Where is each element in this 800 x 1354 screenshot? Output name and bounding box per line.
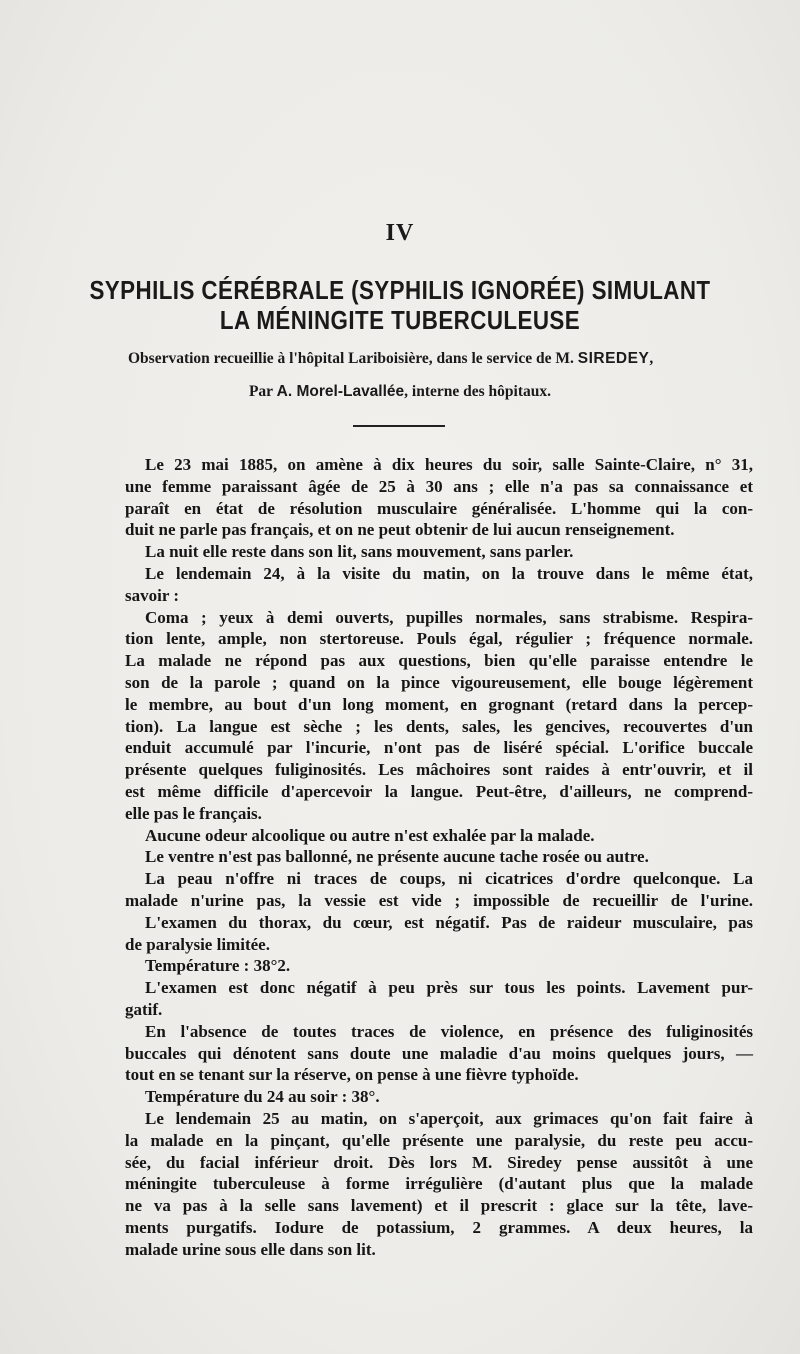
body-line: de paralysie limitée. [125, 934, 270, 954]
body-line: tion). La langue est sèche ; les dents, sales, les gencives, recouvertes d'un [125, 716, 753, 736]
body-line: méningite tuberculeuse à forme irrégulière (d'autant plus que la malade [125, 1174, 753, 1194]
body-line: La peau n'offre ni traces de coups, ni cicatrices d'ordre quelconque. La [145, 869, 753, 889]
body-line: buccales qui dénotent sans doute une maladie d'au moins quelques jours, — [125, 1043, 753, 1063]
body-line: une femme paraissant âgée de 25 à 30 ans ; elle n'a pas sa connaissance et [125, 476, 753, 496]
body-line: Température du 24 au soir : 38°. [145, 1087, 380, 1107]
service-head-name: SIREDEY [577, 350, 650, 367]
body-line: malade n'urine pas, la vessie est vide ; impossible de recueillir de l'urine. [125, 890, 753, 910]
body-line: paraît en état de résolution musculaire généralisée. L'homme qui la con- [125, 498, 753, 518]
body-line: malade urine sous elle dans son lit. [125, 1239, 376, 1259]
body-line: L'examen du thorax, du cœur, est négatif. Pas de raideur musculaire, pas [145, 912, 753, 932]
body-line: Le 23 mai 1885, on amène à dix heures du soir, salle Sainte-Claire, n° 31, [145, 455, 753, 474]
separator-rule [353, 425, 445, 427]
body-line: En l'absence de toutes traces de violence, en présence des fuliginosités [145, 1021, 753, 1041]
body-line: savoir : [125, 585, 179, 605]
body-line: son de la parole ; quand on la pince vigoureusement, elle bouge légèrement [125, 672, 753, 692]
body-line: L'examen est donc négatif à peu près sur tous les points. Lavement pur- [145, 978, 753, 998]
body-line: ne va pas à la selle sans lavement) et il prescrit : glace sur la tête, lave- [125, 1196, 753, 1216]
article-title-line-1: SYPHILIS CÉRÉBRALE (SYPHILIS IGNORÉE) SIMULANT [89, 275, 711, 305]
author-line [0, 383, 800, 401]
body-line: tion lente, ample, non stertoreuse. Pouls égal, régulier ; fréquence normale. [125, 629, 753, 649]
body-line: sée, du facial inférieur droit. Dès lors M. Siredey pense aussitôt à une [125, 1152, 753, 1172]
body-line: La nuit elle reste dans son lit, sans mouvement, sans parler. [145, 542, 574, 562]
observation-suffix: , [649, 350, 654, 367]
body-line: duit ne parle pas français, et on ne peut obtenir de lui aucun renseignement. [125, 520, 675, 540]
section-number: IV [385, 220, 415, 246]
body-line: Le lendemain 25 au matin, on s'aperçoit, aux grimaces qu'on fait faire à [145, 1108, 753, 1128]
body-line: La malade ne répond pas aux questions, bien qu'elle paraisse entendre le [125, 651, 753, 671]
body-line: Aucune odeur alcoolique ou autre n'est exhalée par la malade. [145, 825, 595, 845]
author-name: A. Morel-Lavallée [276, 383, 405, 400]
author-prefix: Par [248, 383, 277, 400]
observation-text: Observation recueillie à l'hôpital Lariboisière, dans le service de M. [128, 350, 578, 367]
observation-note [128, 350, 760, 368]
body-text [125, 454, 753, 1260]
body-line: présente quelques fuliginosités. Les mâchoires sont raides à entr'ouvrir, et il [125, 760, 753, 780]
body-line: la malade en la pinçant, qu'elle présente une paralysie, du reste peu accu- [125, 1130, 753, 1150]
body-line: gatif. [125, 999, 163, 1019]
body-line: ments purgatifs. Iodure de potassium, 2 grammes. A deux heures, la [125, 1217, 753, 1237]
body-line: Le lendemain 24, à la visite du matin, on la trouve dans le même état, [145, 563, 753, 583]
body-line: Le ventre n'est pas ballonné, ne présente aucune tache rosée ou autre. [145, 847, 649, 867]
body-line: est même difficile d'apercevoir la langue. Peut-être, d'ailleurs, ne comprend- [125, 781, 753, 801]
article-title-line-2: LA MÉNINGITE TUBERCULEUSE [219, 305, 581, 335]
body-line: tout en se tenant sur la réserve, on pense à une fièvre typhoïde. [125, 1065, 579, 1085]
author-suffix: , interne des hôpitaux. [404, 383, 552, 400]
body-line: le membre, au bout d'un long moment, en grognant (retard dans la percep- [125, 694, 753, 714]
body-line: elle pas le français. [125, 803, 262, 823]
body-line: Coma ; yeux à demi ouverts, pupilles normales, sans strabisme. Respira- [145, 607, 753, 627]
body-line: enduit accumulé par l'incurie, n'ont pas de liséré spécial. L'orifice buccale [125, 738, 753, 758]
body-line: Température : 38°2. [145, 956, 291, 976]
